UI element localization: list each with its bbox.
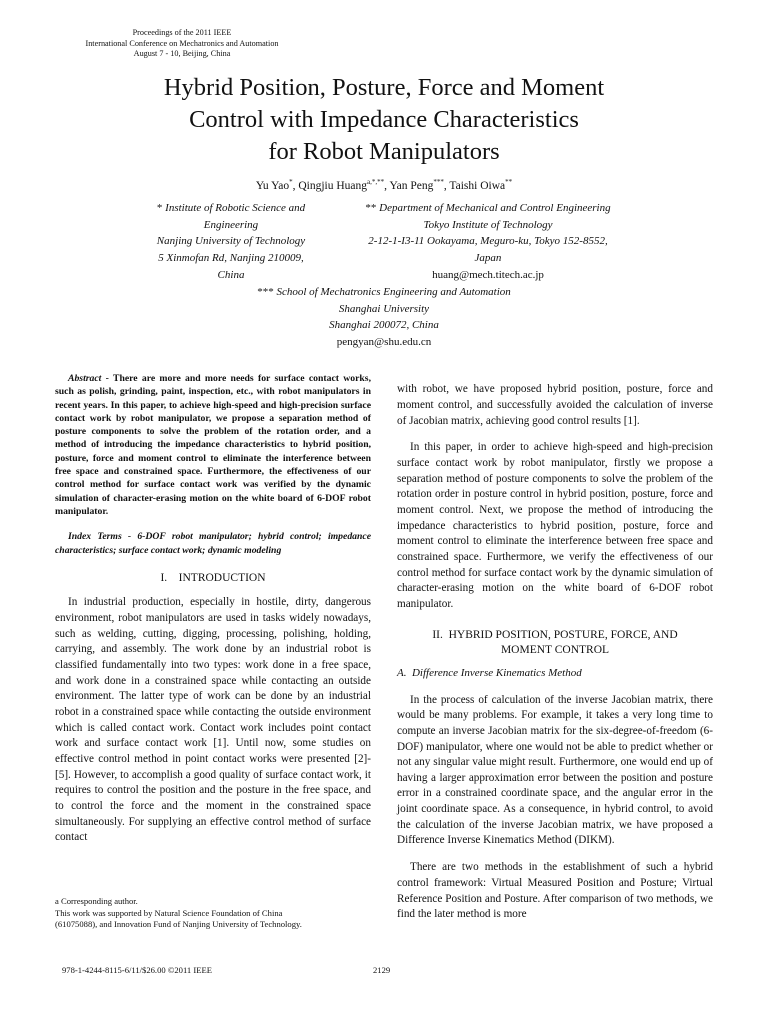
author-name: Yu Yao — [255, 179, 290, 192]
proceedings-line: Proceedings of the 2011 IEEE — [132, 28, 232, 37]
footnote-line: (61075088), and Innovation Fund of Nanjing University of Technology. — [55, 919, 302, 930]
affiliation-mark: * — [156, 202, 163, 214]
affiliation-mark: ** — [365, 202, 377, 214]
footnotes — [55, 896, 371, 931]
title-line: for Robot Manipulators — [268, 138, 500, 165]
affiliation-line: China — [217, 268, 245, 281]
affiliation-email: pengyan@shu.edu.cn — [336, 336, 432, 349]
affiliation-mark: *** — [257, 286, 274, 298]
abstract — [55, 372, 371, 518]
author-mark: ** — [505, 178, 513, 186]
author-mark: * — [289, 178, 293, 186]
body-paragraph: In industrial production, especially in hostile, dirty, dangerous environment, robot manipulators are used in tasks widely nowadays, such as welding, cutting, digging, processing, polishing, holding, carrying, and assembly. The work done by an industrial robot is classified fundamentally into two types: work done in a free space, and work done in a constrained space while contacting an outside environment. The latter type of work can be done by an industrial robot in a constrained space while contacting the outside environment which is called contact work. Contact work includes point contact work and surface contact work [1]. Until now, some studies on effective control method in point contact works were presented [2]-[5]. However, to accomplish a good quality of surface contact work, it requires to control the position and the posture in the free space, and to control the force and the moment in the constrained space simultaneously. For supplying an effective control method of surface contact — [55, 596, 371, 844]
author-mark: a,*,** — [367, 178, 385, 186]
section-heading: II. HYBRID POSITION, POSTURE, FORCE, AND — [432, 628, 678, 641]
section-heading: MOMENT CONTROL — [500, 644, 610, 657]
proceedings-header — [52, 28, 312, 60]
affiliation-line: Nanjing University of Technology — [156, 235, 306, 248]
author-mark: *** — [433, 178, 444, 186]
abstract-label: Abstract — [68, 373, 102, 384]
affiliation-line: 2-12-1-I3-11 Ookayama, Meguro-ku, Tokyo 152-8552, — [368, 235, 608, 248]
affiliation-line: Institute of Robotic Science and — [165, 202, 306, 214]
body-paragraph: In this paper, in order to achieve high-speed and high-precision surface contact work by robot manipulator, firstly we propose a separation method of posture components to solve the problem of the rotation order in posture control in hybrid position, posture, force and moment control. Next, we propose the method of introducing the impedance characteristics to hybrid position, posture, force and moment control to eliminate the interference between free space and constrained space. Furthermore, we verify the effectiveness of our control method for surface contact work by the dynamic simulation of character-erasing motion on the white board of 6-DOF robot manipulator. — [397, 441, 713, 610]
index-terms: Index Terms - 6-DOF robot manipulator; hybrid control; impedance characteristics; surface contact work; dynamic modeling — [55, 531, 371, 556]
affiliation-center — [160, 284, 608, 351]
subsection-heading: A. Difference Inverse Kinematics Method — [397, 666, 582, 679]
affiliation-line: Shanghai University — [338, 302, 430, 315]
footnote-line: a Corresponding author. — [55, 896, 138, 906]
title-line: Hybrid Position, Posture, Force and Moment — [163, 74, 605, 101]
author-name: Qingjiu Huang — [298, 179, 368, 192]
author-name: Yan Peng — [389, 179, 434, 192]
affiliation-line: Tokyo Institute of Technology — [423, 218, 553, 231]
affiliation-line: School of Mechatronics Engineering and Automation — [276, 286, 511, 298]
right-column — [397, 371, 713, 934]
section-heading: I. INTRODUCTION — [160, 571, 266, 584]
title-line: Control with Impedance Characteristics — [189, 106, 579, 133]
proceedings-line: International Conference on Mechatronics and Automation — [85, 38, 279, 48]
proceedings-line: August 7 - 10, Beijing, China — [133, 49, 231, 59]
affiliation-email: huang@mech.titech.ac.jp — [432, 268, 544, 281]
isbn-footer: 978-1-4244-8115-6/11/$26.00 ©2011 IEEE — [62, 965, 212, 975]
body-paragraph: There are two methods in the establishment of such a hybrid control framework: Virtual Measured Position and Posture; Virtual Reference Position and Posture. After comparison of two methods, we find the later method is more — [397, 861, 713, 921]
affiliation-line: Engineering — [203, 218, 259, 231]
left-column — [55, 372, 371, 857]
affiliation-line: Shanghai 200072, China — [329, 319, 439, 332]
affiliation-line: Department of Mechanical and Control Engineering — [379, 202, 611, 214]
page-number: 2129 — [373, 965, 391, 975]
paper-title — [60, 72, 708, 168]
affiliation-line: Japan — [474, 252, 502, 265]
body-paragraph: with robot, we have proposed hybrid position, posture, force and moment control, and successfully avoided the calculation of inverse of Jacobian matrix, achieving good control results [1]. — [397, 383, 713, 427]
affiliation-line: 5 Xinmofan Rd, Nanjing 210009, — [158, 252, 304, 265]
body-paragraph: In the process of calculation of the inverse Jacobian matrix, there would be many problems. For example, it takes a very long time to compute an inverse Jacobian matrix for the six-degree-of-freedom (6-DOF) manipulator, where one would not be able to predict whether or not any singular value might result. Furthermore, one would end up of having a larger approximation error between the position and posture error in a constrained coordinate space, and the angular error in the joint coordinate space. As a consequence, in hybrid control, to avoid the calculation of the inverse Jacobian matrix, we have proposed a Difference Inverse Kinematics Method (DIKM). — [397, 693, 713, 847]
abstract-text: - There are more and more needs for surface contact works, such as polish, grinding, paint, inspection, etc., with robot manipulators in recent years. In this paper, to achieve high-speed and high-precision surface contact work by robot manipulator, we propose a separation method of posture components to solve the problem of the rotation order, and a method of introducing the impedance characteristics to hybrid position, posture, force and moment control to eliminate the interference between free space and constrained space. Furthermore, the effectiveness of our control method for surface contact work was verified by the dynamic simulation of character-erasing motion on the white board of 6-DOF robot manipulator. — [55, 373, 371, 517]
affiliation-left — [140, 200, 322, 284]
author-list: Yu Yao*, Qingjiu Huang$^{a,*,**}$, Yan Peng***, Taishi Oiwa** — [255, 178, 513, 192]
author-name: Taishi Oiwa — [449, 179, 506, 192]
affiliation-right — [330, 200, 646, 284]
footnote-line: This work was supported by Natural Science Foundation of China — [55, 907, 283, 918]
